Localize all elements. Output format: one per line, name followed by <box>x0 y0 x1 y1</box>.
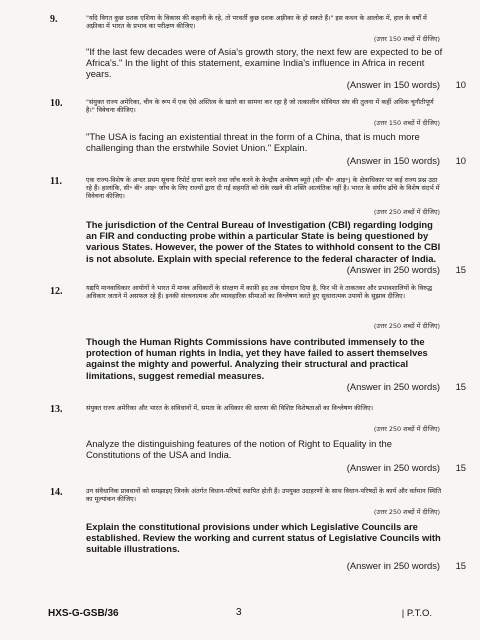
question-hindi: "संयुक्त राज्य अमेरिका, चीन के रूप में एक ऐसे अस्तित्व के खतरे का सामना कर रहा है जो तत्कालीन सोवियत संघ की तुलना में कहीं अधिक चुनौतीपूर्ण है।" विवेचना कीजिए। <box>86 98 434 114</box>
question-english: The jurisdiction of the Central Bureau of Investigation (CBI) regarding lodging an FIR and conducting probe within a particular State is being questioned by various States. However, the power of the States to withhold consent to the CBI is not absolute. Explain with special reference to the federal character of India. <box>86 219 441 264</box>
word-limit: (Answer in 250 words) <box>346 264 440 275</box>
question-english: "If the last few decades were of Asia's growth story, the next few are expected to be of Africa's." In the light of this statement, examine India's influence in Africa in recent years. <box>86 46 443 80</box>
word-limit-hindi: (उत्तर 150 शब्दों में दीजिए) <box>373 119 440 127</box>
word-limit: (Answer in 150 words) <box>346 79 440 90</box>
question-number: 12. <box>50 286 63 297</box>
marks: 15 <box>455 381 466 392</box>
question-hindi: यद्यपि मानवाधिकार आयोगों ने भारत में मानव अधिकारों के संरक्षण में काफ़ी हद तक योगदान दिया है, फिर भी वे ताकतवर और प्रभावशालियों के विरुद्ध अधिकार जताने में असफल रहे हैं। इनकी संरचनात्मक और व्यावहारिक सीमाओं का विश्लेषण करते हुए सुधारात्मक उपायों के सुझाव दीजिए। <box>86 284 433 300</box>
question-number: 11. <box>50 176 62 187</box>
question-hindi: एक राज्य-विशेष के अन्दर प्रथम सूचना रिपोर्ट दायर करने तथा जाँच करने के केन्द्रीय अन्वेषण ब्यूरो (सी॰ बी॰ आइ॰) के क्षेत्राधिकार पर कई राज्य प्रश्न उठा रहे हैं। हालांकि, सी॰ बी॰ आइ॰ जाँच के लिए राज्यों द्वारा दी गई सहमति को रोके रखने की शक्ति आत्यंतिक नहीं है। भारत के संघीय ढाँचे के विशेष संदर्भ में विवेचना कीजिए। <box>86 176 440 200</box>
question-number: 10. <box>50 98 63 109</box>
question-english: Though the Human Rights Commissions have contributed immensely to the protection of human rights in India, yet they have failed to assert themselves against the mighty and powerful. Analyzing their structural and practical limitations, suggest remedial measures. <box>86 336 428 381</box>
word-limit: (Answer in 250 words) <box>346 560 440 571</box>
question-number: 9. <box>50 14 58 25</box>
word-limit-hindi: (उत्तर 250 शब्दों में दीजिए) <box>373 425 440 433</box>
word-limit-hindi: (उत्तर 150 शब्दों में दीजिए) <box>373 35 440 43</box>
word-limit: (Answer in 250 words) <box>346 462 440 473</box>
marks: 10 <box>455 79 466 90</box>
word-limit-hindi: (उत्तर 250 शब्दों में दीजिए) <box>373 322 440 330</box>
word-limit-hindi: (उत्तर 250 शब्दों में दीजिए) <box>373 508 440 516</box>
marks: 15 <box>455 264 466 275</box>
question-number: 13. <box>50 404 63 415</box>
question-hindi: संयुक्त राज्य अमेरिका और भारत के संविधानों में, समता के अधिकार की धारणा की विशिष्ट विशेषताओं का विश्लेषण कीजिए। <box>86 404 374 412</box>
question-hindi: उन संवैधानिक प्रावधानों को समझाइए जिनके अंतर्गत विधान-परिषदें स्थापित होती हैं। उपयुक्त उदाहरणों के साथ विधान-परिषदों के कार्य और वर्तमान स्थिति का मूल्यांकन कीजिए। <box>86 487 442 503</box>
word-limit: (Answer in 250 words) <box>346 381 440 392</box>
question-hindi: "यदि विगत कुछ दशक एशिया के विकास की कहानी के रहे, तो परवर्ती कुछ दशक अफ़्रीका के हो सकते हैं।" इस कथन के आलोक में, हाल के वर्षों में अफ़्रीका में भारत के प्रभाव का परीक्षण कीजिए। <box>86 14 427 30</box>
marks: 10 <box>455 155 466 166</box>
question-english: Analyze the distinguishing features of the notion of Right to Equality in the Constitutions of the USA and India. <box>86 438 392 461</box>
word-limit-hindi: (उत्तर 250 शब्दों में दीजिए) <box>373 208 440 216</box>
pto-label: | P.T.O. <box>401 608 432 619</box>
question-english: "The USA is facing an existential threat in the form of a China, that is much more challenging than the erstwhile Soviet Union." Explain. <box>86 131 420 154</box>
marks: 15 <box>455 462 466 473</box>
paper-code: HXS-G-GSB/36 <box>48 608 119 619</box>
marks: 15 <box>455 560 466 571</box>
page-number: 3 <box>236 607 242 618</box>
question-english: Explain the constitutional provisions under which Legislative Councils are established. Review the working and current status of Legislative Councils with suitable illustrations. <box>86 521 441 555</box>
word-limit: (Answer in 150 words) <box>346 155 440 166</box>
question-number: 14. <box>50 487 63 498</box>
